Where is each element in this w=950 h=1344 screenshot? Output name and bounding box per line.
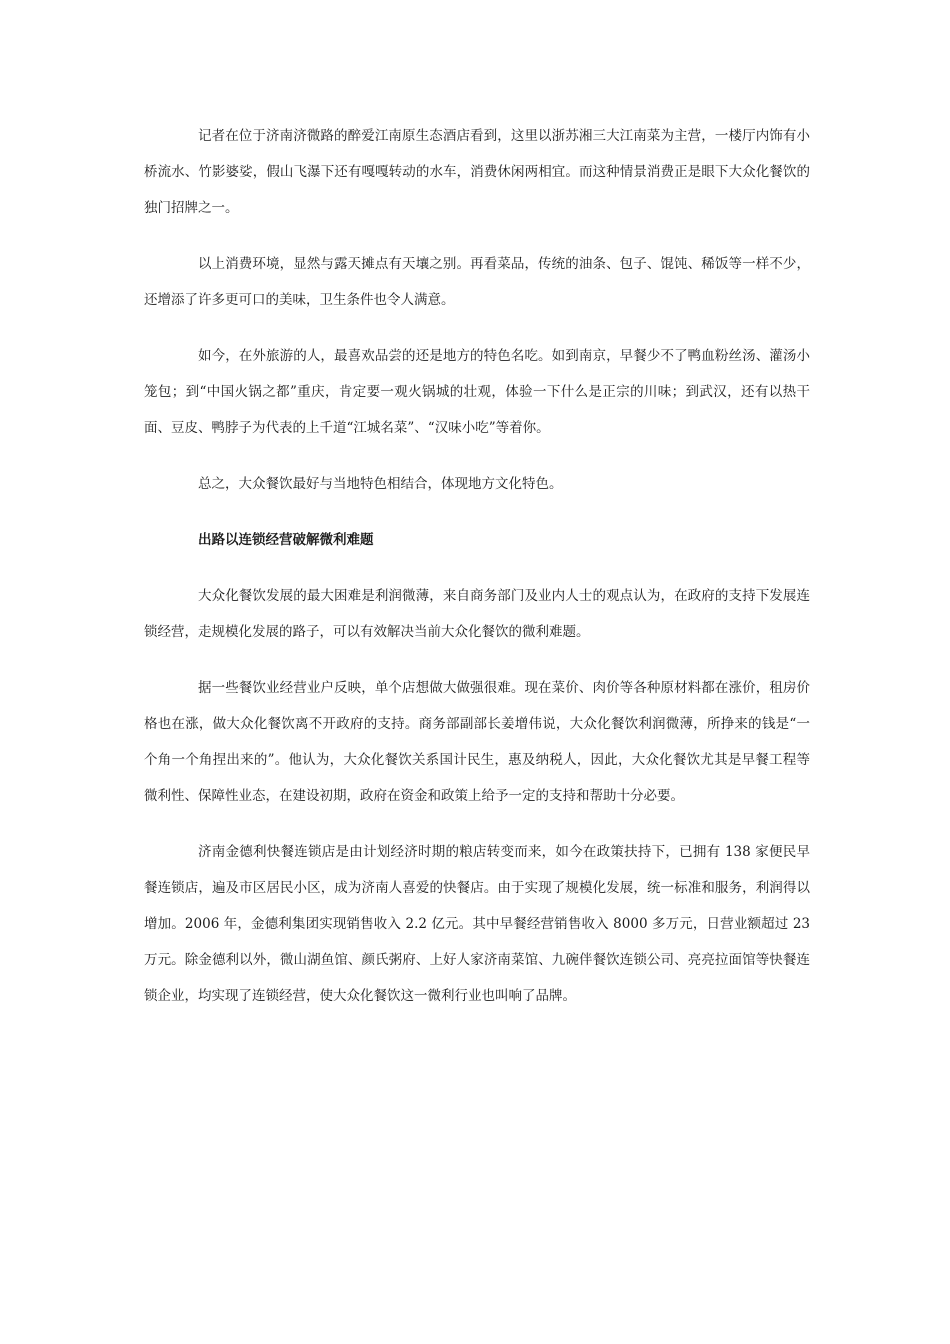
paragraph-difficulty: 大众化餐饮发展的最大困难是利润微薄，来自商务部门及业内人士的观点认为，在政府的支持下发展连锁经营，走规模化发展的路子，可以有效解决当前大众化餐饮的微利难题。: [144, 588, 810, 640]
paragraph-government-support: 据一些餐饮业经营业户反映，单个店想做大做强很难。现在菜价、肉价等各种原材料都在涨价，租房价格也在涨，做大众化餐饮离不开政府的支持。商务部副部长姜增伟说，大众化餐饮利润微薄，所挣来的钱是“一个角一个角捏出来的”。他认为，大众化餐饮关系国计民生，惠及纳税人，因此，大众化餐饮尤其是早餐工程等微利性、保障性业态，在建设初期，政府在资金和政策上给予一定的支持和帮助十分必要。: [144, 680, 810, 804]
paragraph-environment: 以上消费环境，显然与露天摊点有天壤之别。再看菜品，传统的油条、包子、馄饨、稀饭等一样不少，还增添了许多更可口的美味，卫生条件也令人满意。: [144, 256, 810, 308]
paragraph-dining-scene: 记者在位于济南济微路的醉爱江南原生态酒店看到，这里以浙苏湘三大江南菜为主营，一楼厅内饰有小桥流水、竹影婆娑，假山飞瀑下还有嘎嘎转动的水车，消费休闲两相宜。而这种情景消费正是眼下大众化餐饮的独门招牌之一。: [144, 128, 810, 216]
section-heading: 出路以连锁经营破解微利难题: [198, 532, 374, 548]
document-page: [144, 118, 810, 1034]
paragraph-summary: 总之，大众餐饮最好与当地特色相结合，体现地方文化特色。: [198, 476, 563, 492]
paragraph-chain-example: 济南金德利快餐连锁店是由计划经济时期的粮店转变而来，如今在政策扶持下，已拥有 138 家便民早餐连锁店，遍及市区居民小区，成为济南人喜爱的快餐店。由于实现了规模化发展，统一标准和服务，利润得以增加。2006 年，金德利集团实现销售收入 2.2 亿元。其中早餐经营销售收入 8000 多万元，日营业额超过 23 万元。除金德利以外，微山湖鱼馆、颜氏粥府、上好人家济南菜馆、九碗伴餐饮连锁公司、亮亮拉面馆等快餐连锁企业，均实现了连锁经营，使大众化餐饮这一微利行业也叫响了品牌。: [144, 844, 810, 1004]
paragraph-local-food: 如今，在外旅游的人，最喜欢品尝的还是地方的特色名吃。如到南京，早餐少不了鸭血粉丝汤、灌汤小笼包；到“中国火锅之都”重庆，肯定要一观火锅城的壮观，体验一下什么是正宗的川味；到武汉，还有以热干面、豆皮、鸭脖子为代表的上千道“江城名菜”、“汉味小吃”等着你。: [144, 348, 810, 436]
